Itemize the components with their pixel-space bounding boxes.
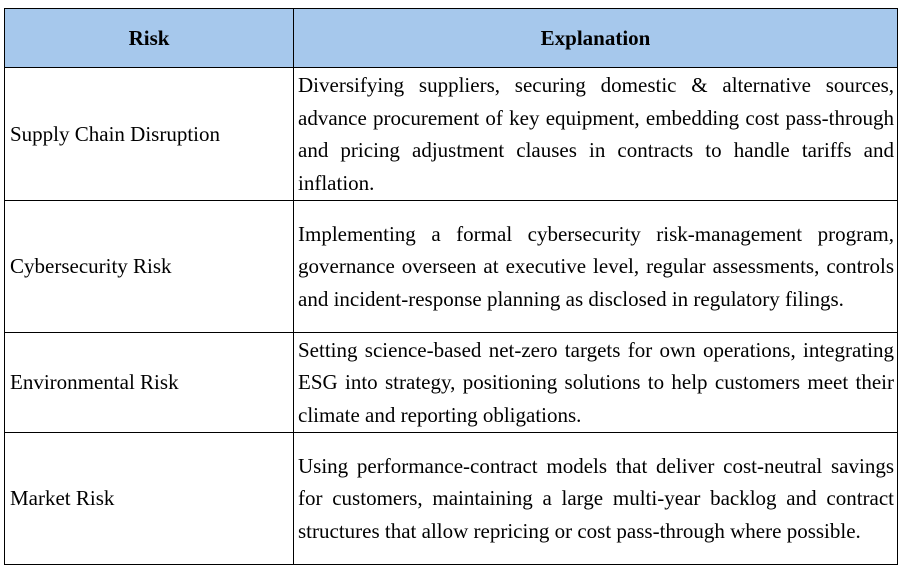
table-row: [5, 68, 898, 201]
table-row: [5, 433, 898, 565]
risk-table: [4, 8, 898, 565]
risk-name-cell: Supply Chain Disruption: [5, 68, 294, 201]
header-row: [5, 9, 898, 68]
risk-column-header: Risk: [5, 9, 294, 68]
risk-name-cell: Market Risk: [5, 433, 294, 565]
risk-name-cell: Environmental Risk: [5, 333, 294, 433]
risk-name-cell: Cybersecurity Risk: [5, 201, 294, 333]
table-row: [5, 201, 898, 333]
explanation-cell: Setting science-based net-zero targets for own operations, integrating ESG into strategy, positioning solutions to help customers meet their climate and reporting obligations.: [294, 333, 898, 433]
explanation-cell: Diversifying suppliers, securing domestic & alternative sources, advance procurement of key equipment, embedding cost pass-through and pricing adjustment clauses in contracts to handle tariffs and inflation.: [294, 68, 898, 201]
table-row: [5, 333, 898, 433]
explanation-cell: Implementing a formal cybersecurity risk-management program, governance overseen at executive level, regular assessments, controls and incident-response planning as disclosed in regulatory filings.: [294, 201, 898, 333]
table-body: [5, 68, 898, 565]
explanation-column-header: Explanation: [294, 9, 898, 68]
explanation-cell: Using performance-contract models that deliver cost-neutral savings for customers, maintaining a large multi-year backlog and contract structures that allow repricing or cost pass-through where possible.: [294, 433, 898, 565]
table-header: [5, 9, 898, 68]
